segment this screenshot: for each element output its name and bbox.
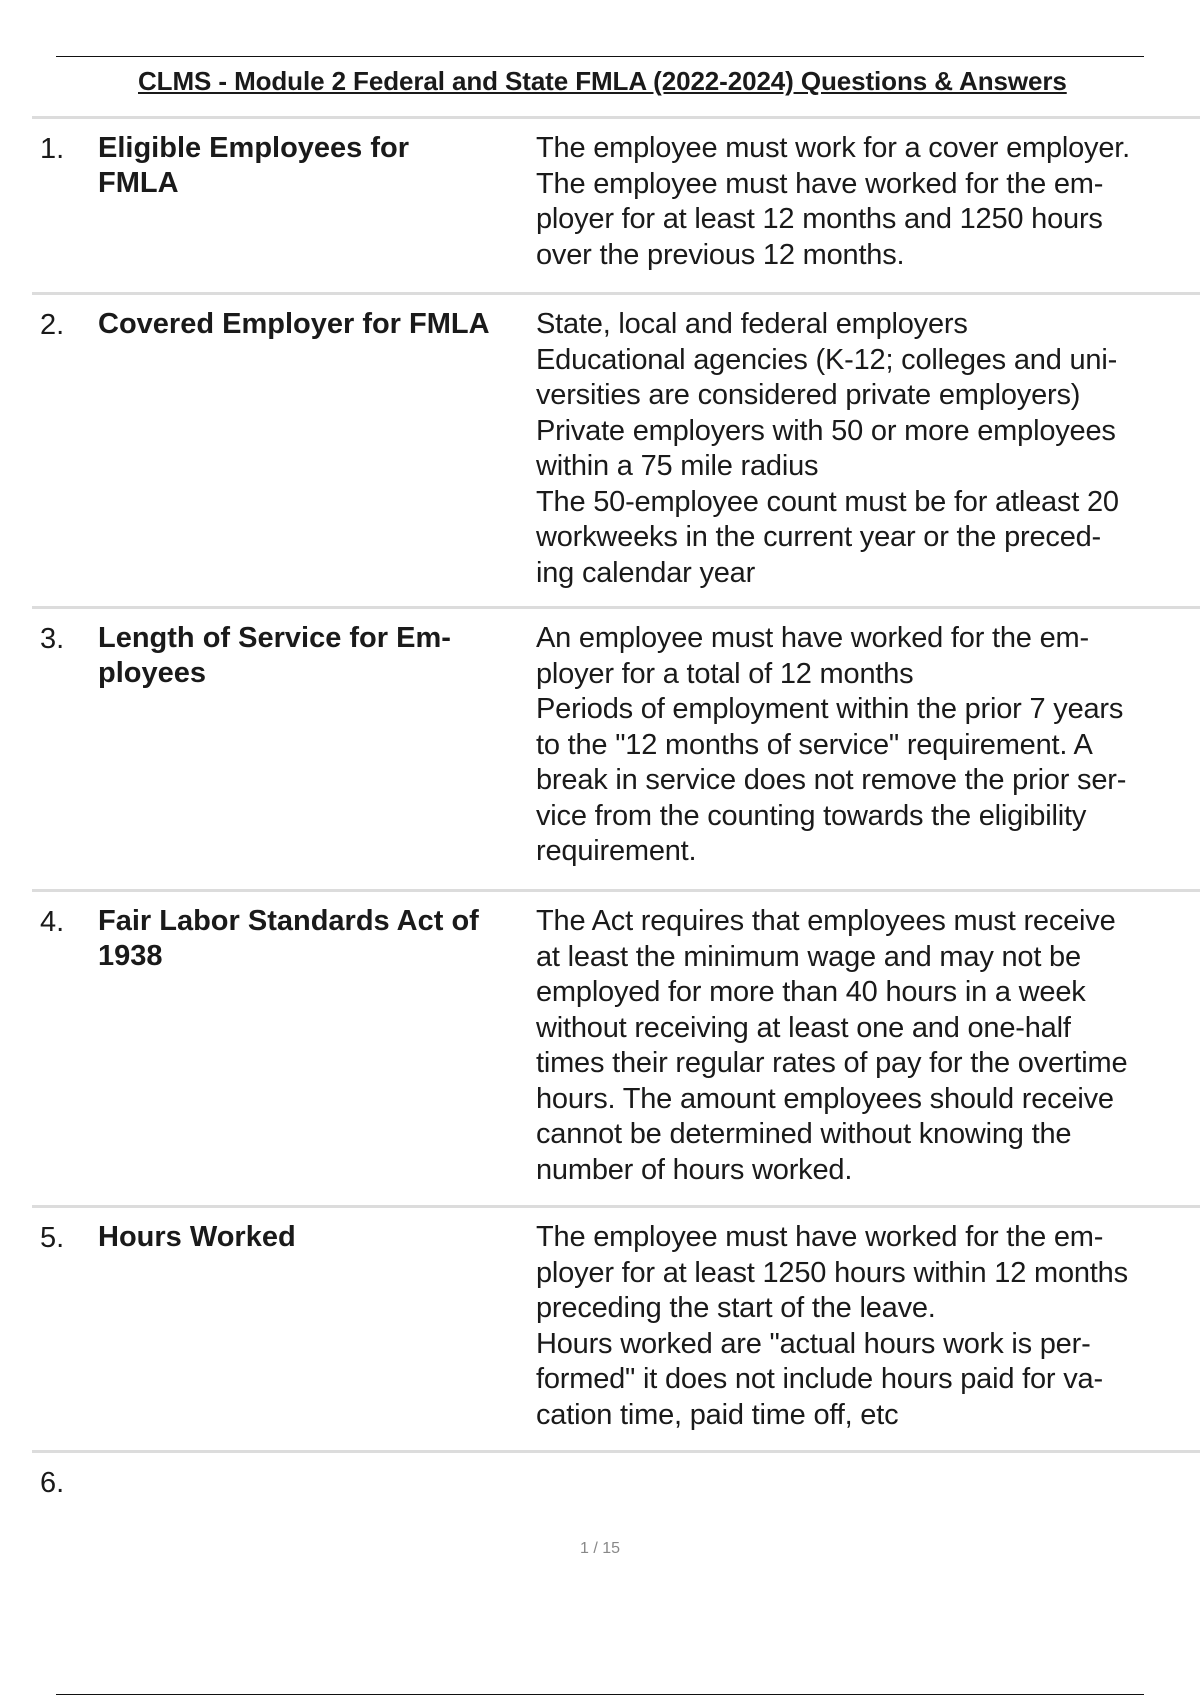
qa-row xyxy=(32,889,1200,1205)
qa-row xyxy=(32,292,1200,606)
row-term: Eligible Employees for FMLA xyxy=(98,132,410,199)
qa-row xyxy=(32,1205,1200,1450)
page-indicator: 1 / 15 xyxy=(579,1540,621,1557)
qa-row xyxy=(32,606,1200,889)
row-definition: The employee must have worked for the em- ployer for at least 1250 hours within 12 months preceding the start of the leave. Hours worked are "actual hours work is per- formed" it does not include hours paid for va- cation time, paid time off, etc xyxy=(536,1221,1128,1431)
bottom-rule xyxy=(56,1694,1144,1695)
row-definition: State, local and federal employers Educational agencies (K-12; colleges and uni- versities are considered private employers) Private employers with 50 or more employees within a 75 mile radius The 50-employee count must be for atleast 20 workweeks in the current year or the preced- ing calendar year xyxy=(536,308,1119,589)
row-number: 4. xyxy=(40,906,65,938)
row-term: Length of Service for Em- ployees xyxy=(98,622,451,689)
row-term: Covered Employer for FMLA xyxy=(98,308,490,340)
row-number: 1. xyxy=(40,133,65,165)
row-number: 6. xyxy=(40,1467,65,1499)
qa-row xyxy=(32,116,1200,292)
row-term: Hours Worked xyxy=(98,1221,296,1253)
top-rule xyxy=(56,56,1144,57)
row-number: 2. xyxy=(40,309,65,341)
qa-row xyxy=(32,1450,1200,1530)
row-definition: The employee must work for a cover employer. The employee must have worked for the em- ployer for at least 12 months and 1250 hours over the previous 12 months. xyxy=(536,132,1130,271)
row-definition: The Act requires that employees must receive at least the minimum wage and may not be employed for more than 40 hours in a week without receiving at least one and one-half times their regular rates of pay for the overtime hours. The amount employees should receive cannot be determined without knowing the number of hours worked. xyxy=(536,905,1128,1186)
row-number: 5. xyxy=(40,1222,65,1254)
qa-table xyxy=(32,116,1200,1530)
row-number: 3. xyxy=(40,623,65,655)
row-definition: An employee must have worked for the em- ployer for a total of 12 months Periods of employment within the prior 7 years to the "12 months of service" requirement. A break in service does not remove the prior ser- vice from the counting towards the eligibility requirement. xyxy=(536,622,1127,867)
row-term: Fair Labor Standards Act of 1938 xyxy=(98,905,479,972)
document-title: CLMS - Module 2 Federal and State FMLA (2022-2024) Questions & Answers xyxy=(138,66,1067,96)
